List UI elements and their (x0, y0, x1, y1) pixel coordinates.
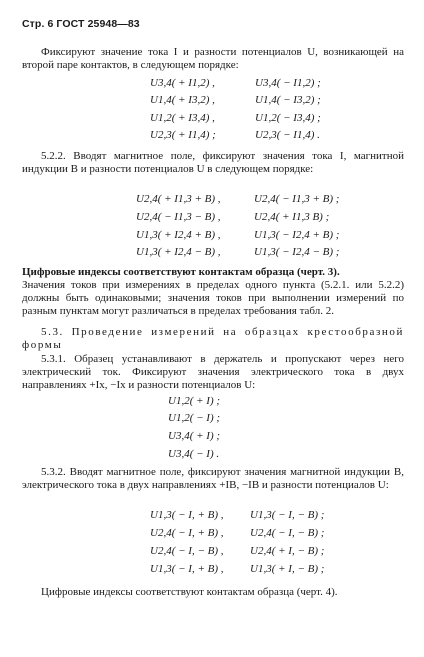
paragraph-intro: Фиксируют значение тока I и разности потенциалов U, возникающей на второй паре контактов, в следующем порядке: (22, 46, 404, 71)
paragraph-closing: Цифровые индексы соответствуют контактам образца (черт. 4). (41, 586, 338, 598)
paragraph-indices-note: Цифровые индексы соответствуют контактам образца (черт. 3). (22, 266, 340, 278)
formula-cell: U2,4( + I, − B) ; (250, 545, 325, 557)
formula-cell: U1,3( − I, + B) , (150, 509, 224, 521)
formula-cell: U1,3( − I, + B) , (150, 563, 224, 575)
formula-cell: U2,4( − I1,3 + B) ; (254, 193, 340, 205)
page-header: Стр. 6 ГОСТ 25948—83 (22, 18, 140, 30)
formula-cell: U1,3( − I, − B) ; (250, 509, 325, 521)
formula-cell: U2,4( − I1,3 − B) , (136, 211, 221, 223)
formula-cell: U2,3( + I1,4) ; (150, 129, 216, 141)
paragraph-currents-note: Значения токов при измерениях в пределах одного пункта (5.2.1. или 5.2.2) должны быть одинаковыми; значения токов при выполнении измерений по разным пунктам могут различаться в пределах требования табл. 2. (22, 279, 404, 317)
formula-cell: U2,4( − I, + B) , (150, 527, 224, 539)
paragraph-5-3-1: 5.3.1. Образец устанавливают в держатель и пропускают через него электрический ток. Фиксируют значения электрического тока в двух направлениях +Ix, −Ix и разности потенциалов U: (22, 353, 404, 391)
paragraph-5-2-2: 5.2.2. Вводят магнитное поле, фиксируют значения тока I, магнитной индукции B и разности потенциалов U в следующем порядке: (22, 150, 404, 175)
formula-cell: U1,3( − I2,4 − B) ; (254, 246, 340, 258)
formula-cell: U3,4( − I1,2) ; (255, 77, 321, 89)
formula-line: U3,4( + I) ; (168, 430, 221, 442)
formula-cell: U1,3( + I, − B) ; (250, 563, 325, 575)
formula-line: U1,2( + I) ; (168, 395, 221, 407)
formula-cell: U2,3( − I1,4) . (255, 129, 320, 141)
paragraph-5-3-2: 5.3.2. Вводят магнитное поле, фиксируют значения магнитной индукции B, электрического тока в двух направлениях +IB, −IB и разности потенциалов U: (22, 466, 404, 491)
section-heading-5-3: 5.3. Проведение измерений на образцах крестообразной формы (22, 326, 404, 351)
formula-cell: U2,4( − I, − B) , (150, 545, 224, 557)
formula-cell: U3,4( + I1,2) , (150, 77, 215, 89)
formula-cell: U1,2( + I3,4) , (150, 112, 215, 124)
formula-cell: U2,4( − I, − B) ; (250, 527, 325, 539)
formula-cell: U1,4( + I3,2) , (150, 94, 215, 106)
formula-cell: U1,3( + I2,4 − B) , (136, 246, 221, 258)
formula-cell: U1,3( + I2,4 + B) , (136, 229, 221, 241)
formula-cell: U1,3( − I2,4 + B) ; (254, 229, 340, 241)
formula-cell: U1,2( − I3,4) ; (255, 112, 321, 124)
formula-line: U3,4( − I) . (168, 448, 220, 460)
formula-cell: U1,4( − I3,2) ; (255, 94, 321, 106)
formula-cell: U2,4( + I1,3 + B) , (136, 193, 221, 205)
formula-line: U1,2( − I) ; (168, 412, 221, 424)
formula-cell: U2,4( + I1,3 B) ; (254, 211, 330, 223)
